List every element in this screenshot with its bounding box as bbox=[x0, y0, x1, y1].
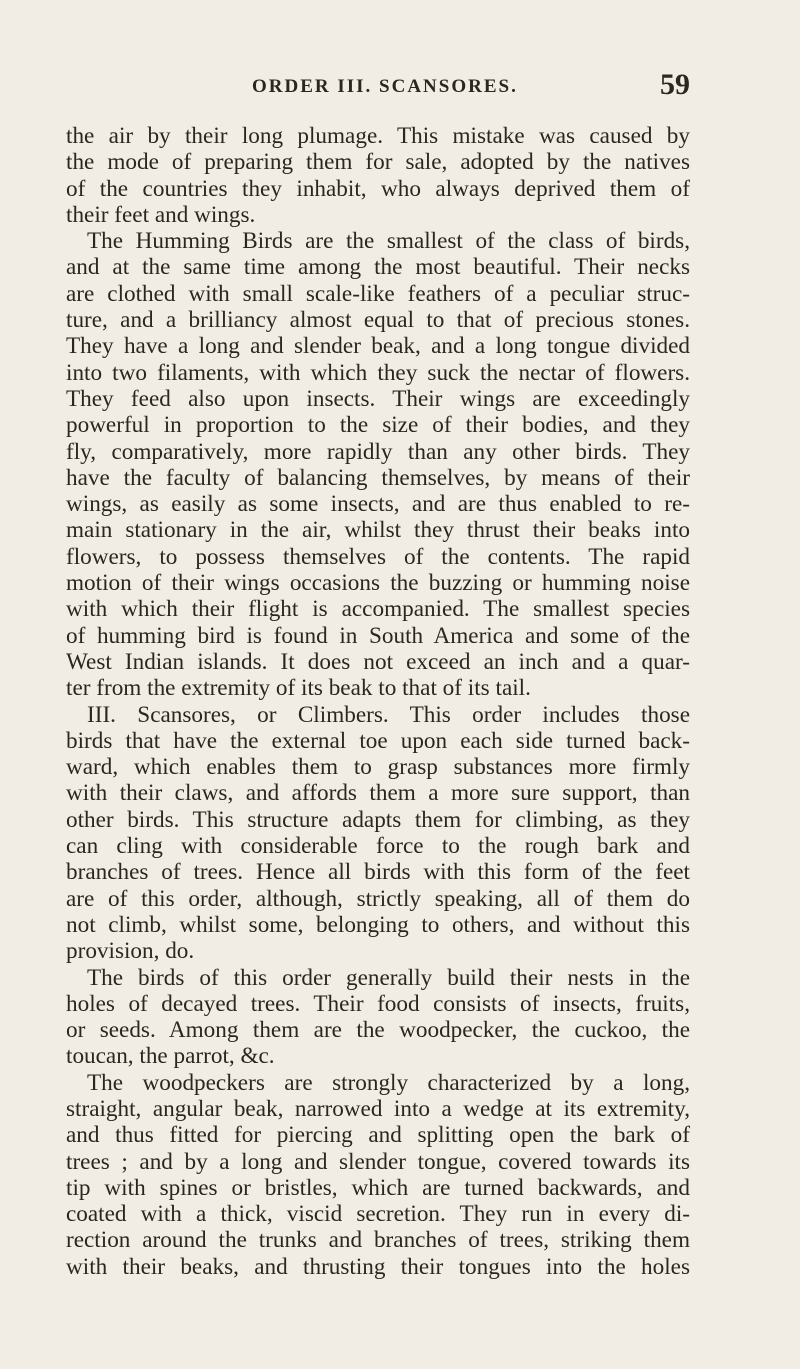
running-head bbox=[66, 68, 690, 102]
text-line: of humming bird is found in South America and some of the bbox=[66, 622, 690, 649]
text-line: The Humming Birds are the smallest of the class of birds, bbox=[87, 228, 690, 255]
text-line: The woodpeckers are strongly characterized by a long, bbox=[87, 1069, 690, 1096]
text-line: and thus fitted for piercing and splitting open the bark of bbox=[66, 1122, 690, 1149]
text-line: or seeds. Among them are the woodpecker, the cuckoo, the bbox=[66, 1017, 690, 1044]
text-line: with which their flight is accompanied. The smallest species bbox=[66, 596, 690, 623]
text-line: holes of decayed trees. Their food consists of insects, fruits, bbox=[66, 990, 690, 1017]
text-line: the mode of preparing them for sale, adopted by the natives bbox=[66, 149, 690, 176]
text-line: The birds of this order generally build their nests in the bbox=[87, 964, 690, 991]
body-text bbox=[66, 123, 690, 1280]
text-line: West Indian islands. It does not exceed an inch and a quar- bbox=[66, 648, 690, 675]
text-line: rection around the trunks and branches of trees, striking them bbox=[66, 1227, 690, 1254]
text-line: motion of their wings occasions the buzzing or humming noise bbox=[66, 570, 690, 597]
text-line: ter from the extremity of its beak to that of its tail. bbox=[66, 675, 531, 702]
text-line: have the faculty of balancing themselves, by means of their bbox=[66, 464, 690, 491]
text-line: with their claws, and affords them a more sure support, than bbox=[66, 780, 690, 807]
text-line: fly, comparatively, more rapidly than any other birds. They bbox=[66, 438, 690, 465]
text-line: with their beaks, and thrusting their tongues into the holes bbox=[66, 1253, 690, 1280]
page-number: 59 bbox=[660, 68, 690, 101]
text-line: They feed also upon insects. Their wings are exceedingly bbox=[66, 385, 690, 412]
text-line: straight, angular beak, narrowed into a wedge at its extremity, bbox=[66, 1095, 690, 1122]
text-line: trees ; and by a long and slender tongue, covered towards its bbox=[66, 1148, 690, 1175]
text-line: main stationary in the air, whilst they thrust their beaks into bbox=[66, 517, 690, 544]
text-line: not climb, whilst some, belonging to others, and without this bbox=[66, 911, 690, 938]
text-line: flowers, to possess themselves of the contents. The rapid bbox=[66, 543, 690, 570]
text-line: toucan, the parrot, &c. bbox=[66, 1043, 275, 1070]
text-line: and at the same time among the most beautiful. Their necks bbox=[66, 254, 690, 281]
text-line: coated with a thick, viscid secretion. They run in every di- bbox=[66, 1201, 690, 1228]
text-line: provision, do. bbox=[66, 938, 195, 965]
text-line: of the countries they inhabit, who always deprived them of bbox=[66, 175, 690, 202]
text-line: tip with spines or bristles, which are turned backwards, and bbox=[66, 1174, 690, 1201]
text-line: wings, as easily as some insects, and are thus enabled to re- bbox=[66, 491, 690, 518]
running-title: ORDER III. SCANSORES. bbox=[252, 76, 518, 97]
text-line: powerful in proportion to the size of their bodies, and they bbox=[66, 412, 690, 439]
text-line: can cling with considerable force to the rough bark and bbox=[66, 833, 690, 860]
text-line: branches of trees. Hence all birds with this form of the feet bbox=[66, 859, 690, 886]
text-line: are of this order, although, strictly speaking, all of them do bbox=[66, 885, 690, 912]
text-line: ture, and a brilliancy almost equal to that of precious stones. bbox=[66, 307, 690, 334]
text-line: birds that have the external toe upon each side turned back- bbox=[66, 727, 690, 754]
text-line: III. Scansores, or Climbers. This order includes those bbox=[87, 701, 690, 728]
text-line: into two filaments, with which they suck the nectar of flowers. bbox=[66, 359, 690, 386]
text-line: the air by their long plumage. This mistake was caused by bbox=[66, 123, 690, 149]
text-line: their feet and wings. bbox=[66, 201, 256, 228]
text-line: ward, which enables them to grasp substances more firmly bbox=[66, 754, 690, 781]
text-line: They have a long and slender beak, and a long tongue divided bbox=[66, 333, 690, 360]
text-line: are clothed with small scale-like feathers of a peculiar struc- bbox=[66, 280, 690, 307]
text-line: other birds. This structure adapts them for climbing, as they bbox=[66, 806, 690, 833]
